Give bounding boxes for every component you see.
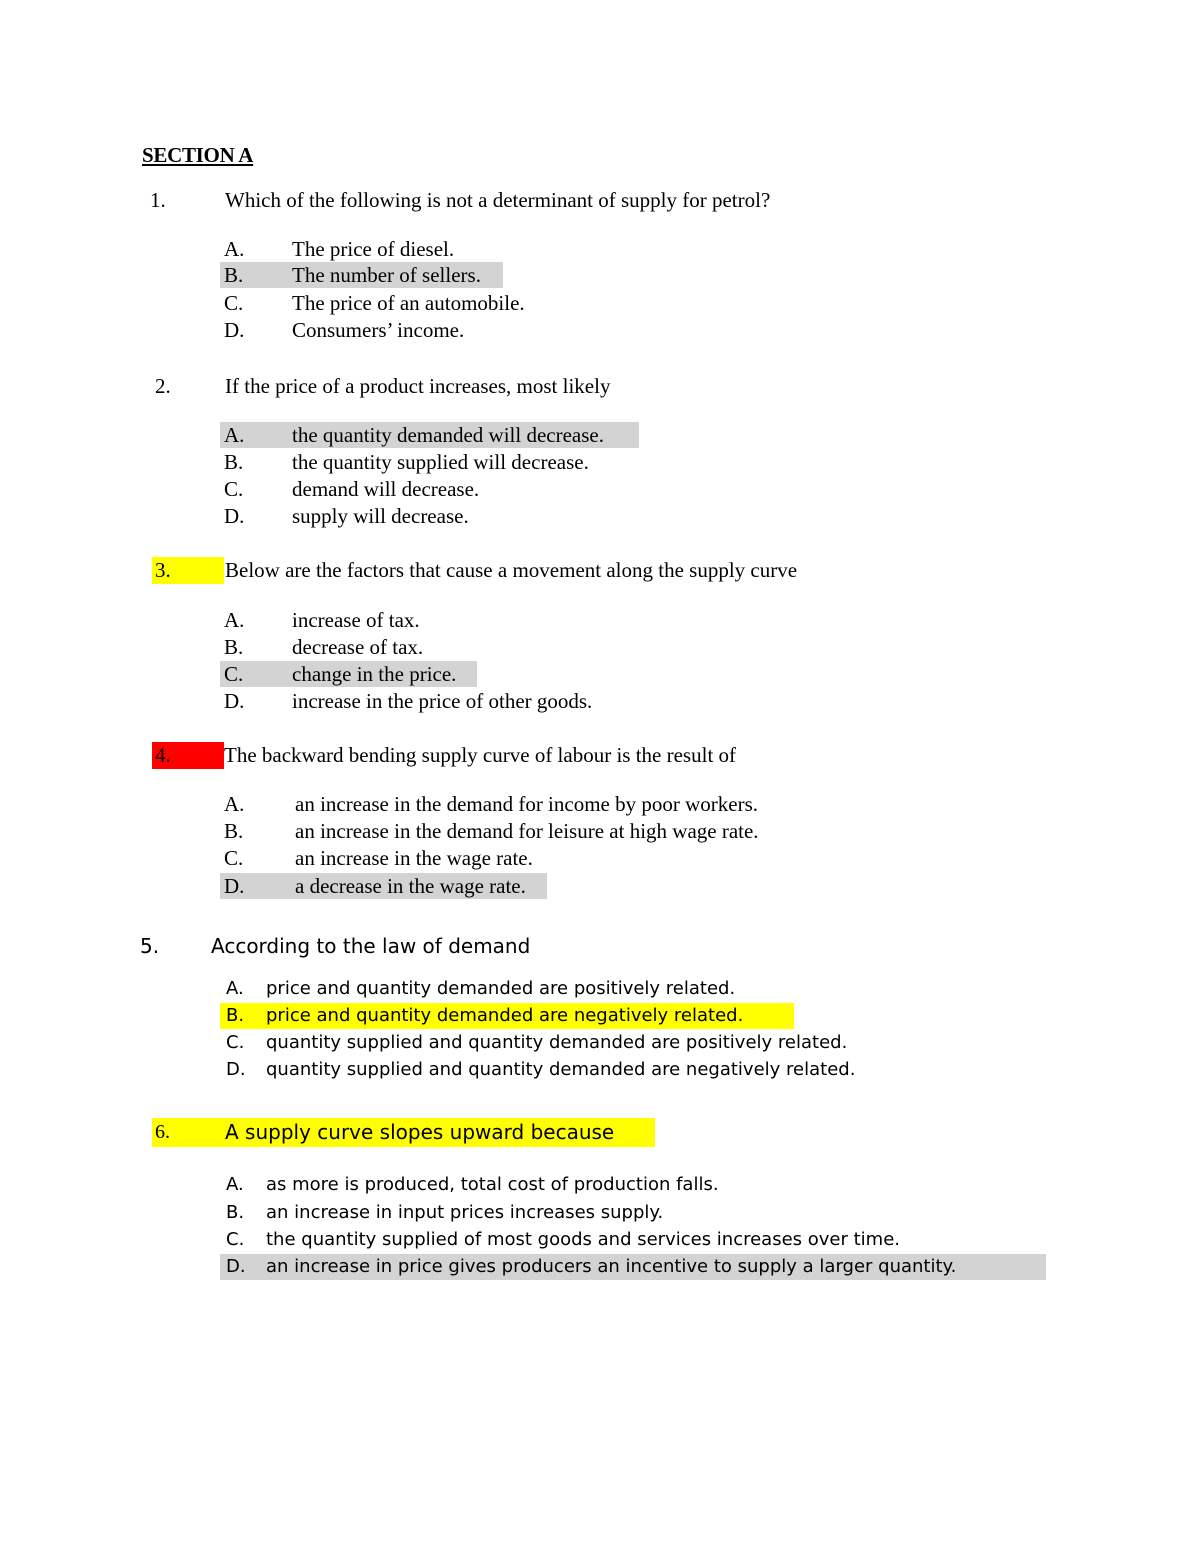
option-letter: B. bbox=[224, 263, 244, 287]
option-letter: D. bbox=[224, 874, 245, 898]
question-text: A supply curve slopes upward because bbox=[225, 1120, 615, 1144]
question-number: 1. bbox=[150, 188, 166, 212]
option-text: an increase in input prices increases supply. bbox=[266, 1202, 664, 1223]
option-text: The price of diesel. bbox=[292, 237, 455, 261]
option-text: an increase in the wage rate. bbox=[295, 846, 533, 870]
option-text: an increase in price gives producers an incentive to supply a larger quantity. bbox=[266, 1256, 957, 1277]
option-text: an increase in the demand for income by poor workers. bbox=[295, 792, 759, 816]
option-text: Consumers’ income. bbox=[292, 318, 465, 342]
option-letter: A. bbox=[224, 792, 245, 816]
option-text: The price of an automobile. bbox=[292, 291, 525, 315]
option-letter: D. bbox=[224, 689, 245, 713]
option-text: price and quantity demanded are positively related. bbox=[266, 978, 736, 999]
option-letter: A. bbox=[226, 1174, 244, 1195]
option-letter: D. bbox=[224, 504, 245, 528]
option-text: the quantity supplied of most goods and services increases over time. bbox=[266, 1229, 901, 1250]
option-text: supply will decrease. bbox=[292, 504, 469, 528]
option-letter: A. bbox=[226, 978, 244, 999]
question-number: 5. bbox=[140, 934, 160, 958]
option-letter: B. bbox=[224, 635, 244, 659]
question-number: 2. bbox=[155, 374, 171, 398]
option-letter: D. bbox=[224, 318, 245, 342]
option-text: an increase in the demand for leisure at high wage rate. bbox=[295, 819, 759, 843]
option-letter: B. bbox=[224, 450, 244, 474]
option-letter: C. bbox=[224, 662, 244, 686]
option-text: the quantity demanded will decrease. bbox=[292, 423, 604, 447]
option-text: change in the price. bbox=[292, 662, 457, 686]
option-letter: C. bbox=[226, 1032, 245, 1053]
question-text: According to the law of demand bbox=[211, 934, 531, 958]
section-title: SECTION A bbox=[142, 143, 254, 167]
option-letter: C. bbox=[224, 846, 244, 870]
option-letter: C. bbox=[224, 291, 244, 315]
question-text: Which of the following is not a determinant of supply for petrol? bbox=[225, 188, 771, 212]
option-letter: B. bbox=[226, 1202, 245, 1223]
option-letter: B. bbox=[226, 1005, 245, 1026]
question-text: If the price of a product increases, most likely bbox=[225, 374, 611, 398]
option-letter: A. bbox=[224, 423, 245, 447]
option-text: increase of tax. bbox=[292, 608, 420, 632]
question-number: 6. bbox=[155, 1121, 170, 1143]
option-letter: D. bbox=[226, 1059, 246, 1080]
option-text: decrease of tax. bbox=[292, 635, 424, 659]
option-c-answer bbox=[220, 661, 477, 687]
option-letter: C. bbox=[226, 1229, 245, 1250]
option-a-answer bbox=[220, 422, 639, 448]
option-letter: B. bbox=[224, 819, 244, 843]
option-text: the quantity supplied will decrease. bbox=[292, 450, 589, 474]
option-text: a decrease in the wage rate. bbox=[295, 874, 526, 898]
option-text: The number of sellers. bbox=[292, 263, 481, 287]
option-d-answer bbox=[220, 873, 547, 899]
option-letter: C. bbox=[224, 477, 244, 501]
option-text: as more is produced, total cost of production falls. bbox=[266, 1174, 719, 1195]
option-d-answer bbox=[220, 1254, 1046, 1280]
option-text: price and quantity demanded are negatively related. bbox=[266, 1005, 744, 1026]
question-number: 4. bbox=[155, 743, 171, 767]
option-text: quantity supplied and quantity demanded are negatively related. bbox=[266, 1059, 856, 1080]
option-text: increase in the price of other goods. bbox=[292, 689, 593, 713]
option-b-answer bbox=[220, 262, 503, 288]
question-text: Below are the factors that cause a movement along the supply curve bbox=[225, 558, 798, 582]
question-text: The backward bending supply curve of labour is the result of bbox=[224, 743, 737, 767]
question-number: 3. bbox=[155, 558, 171, 582]
option-letter: A. bbox=[224, 237, 245, 261]
option-letter: A. bbox=[224, 608, 245, 632]
option-letter: D. bbox=[226, 1256, 246, 1277]
option-b-answer bbox=[220, 1003, 794, 1029]
option-text: quantity supplied and quantity demanded are positively related. bbox=[266, 1032, 848, 1053]
option-text: demand will decrease. bbox=[292, 477, 480, 501]
